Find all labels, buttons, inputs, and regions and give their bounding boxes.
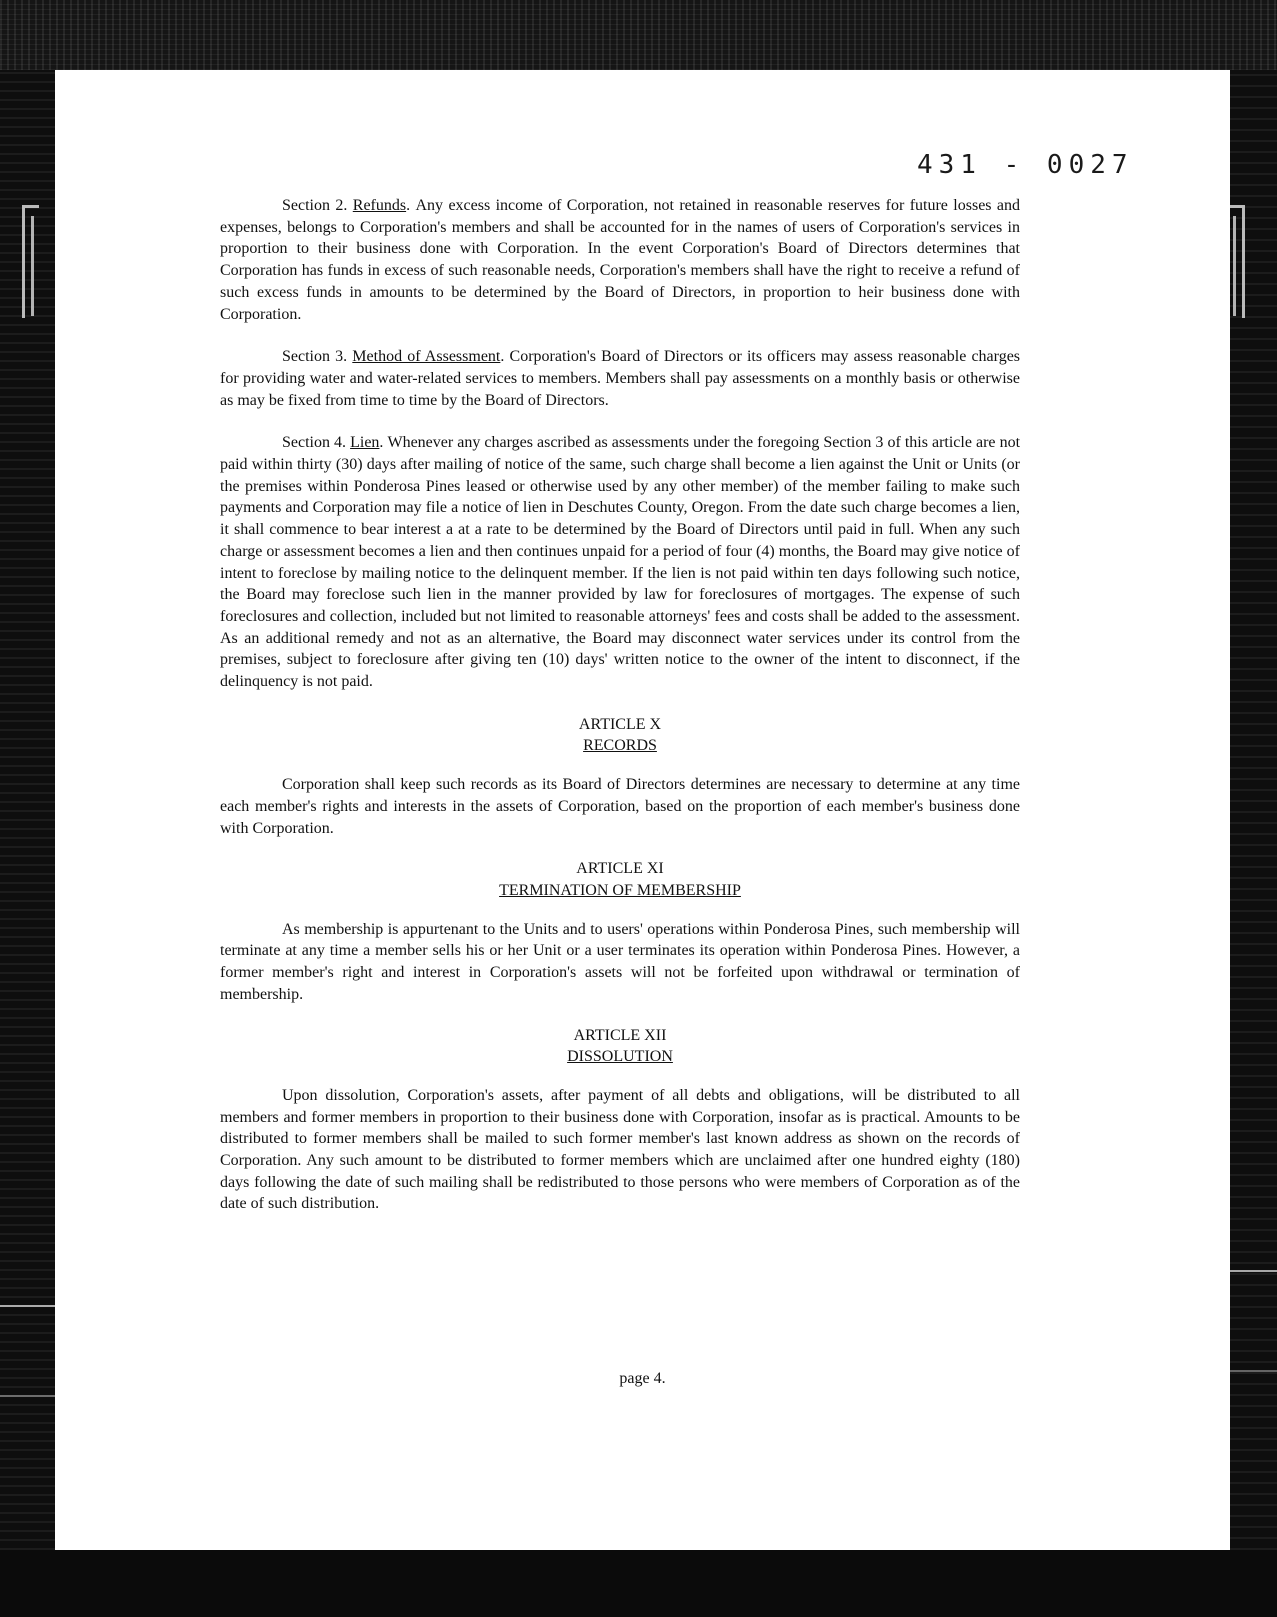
section-text: Whenever any charges ascribed as assessments under the foregoing Section 3 of this article are not paid within thirty (30) days after mailing of notice of the same, such charge shall become a lien against the Unit or Units (or the premises within Ponderosa Pines leased or otherwise used by any other member) of the member failing to make such payments and Corporation may file a notice of lien in Deschutes County, Oregon. From the date such charge becomes a lien, it shall commence to bear interest a at a rate to be determined by the Board of Directors until paid in full. When any such charge or assessment becomes a lien and then continues unpaid for a period of four (4) months, the Board may give notice of intent to foreclose by mailing notice to the delinquent member. If the lien is not paid within ten days following such notice, the Board may foreclose such lien in the manner provided by law for foreclosures of mortgages. The expense of such foreclosures and collection, included but not limited to reasonable attorneys' fees and costs shall be added to the assessment. As an additional remedy and not as an alternative, the Board may disconnect water services under its control from the premises, subject to foreclosure after giving ten (10) days' written notice to the owner of the intent to disconnect, if the delinquency is not paid.: [220, 434, 1021, 691]
article-heading: DISSOLUTION: [567, 1048, 673, 1066]
article-xi-header: [220, 858, 1020, 901]
article-x-header: [220, 714, 1020, 757]
section-4: Section 4. Lien. Whenever any charges ascribed as assessments under the foregoing Section 3 of this article are not paid within thirty (30) days after mailing of notice of the same, such charge shall become a lien against the Unit or Units (or the premises within Ponderosa Pines leased or otherwise used by any other member) of the member failing to make such payments and Corporation may file a notice of lien in Deschutes County, Oregon. From the date such charge becomes a lien, it shall commence to bear interest a at a rate to be determined by the Board of Directors until paid in full. When any such charge or assessment becomes a lien and then continues unpaid for a period of four (4) months, the Board may give notice of intent to foreclose by mailing notice to the delinquent member. If the lien is not paid within ten days following such notice, the Board may foreclose such lien in the manner provided by law for foreclosures of mortgages. The expense of such foreclosures and collection, included but not limited to reasonable attorneys' fees and costs shall be added to the assessment. As an additional remedy and not as an alternative, the Board may disconnect water services under its control from the premises, subject to foreclosure after giving ten (10) days' written notice to the owner of the intent to disconnect, if the delinquency is not paid.: [220, 434, 1021, 691]
article-label: ARTICLE XI: [576, 860, 664, 878]
section-2: Section 2. Refunds. Any excess income of Corporation, not retained in reasonable reserves for future losses and expenses, belongs to Corporation's members and shall be accounted for in the names of users of Corporation's services in proportion to their business done with Corporation. In the event Corporation's Board of Directors determines that Corporation has funds in excess of such reasonable needs, Corporation's members shall have the right to receive a refund of such excess funds in amounts to be determined by the Board of Directors, in proportion to heir business done with Corporation.: [220, 197, 1021, 323]
scan-artifact-line: [0, 1395, 55, 1397]
document-body: [220, 195, 1020, 1234]
scan-artifact-line: [1230, 1270, 1277, 1272]
article-xii-text: Upon dissolution, Corporation's assets, after payment of all debts and obligations, will be distributed to all members and former members in proportion to their business done with Corporation, insofar as is practical. Amounts to be distributed to former members shall be mailed to such former member's last known address as shown on the records of Corporation. Any such amount to be distributed to former members which are unclaimed after one hundred eighty (180) days following the date of such mailing shall be redistributed to those persons who were members of Corporation as of the date of such distribution.: [220, 1086, 1020, 1213]
scan-border-top: [0, 0, 1277, 70]
page-number: page 4.: [619, 1370, 666, 1387]
section-title: Method of Assessment: [352, 348, 501, 366]
article-heading: RECORDS: [583, 737, 657, 755]
section-number: Section 3.: [282, 348, 348, 366]
article-heading: TERMINATION OF MEMBERSHIP: [499, 881, 741, 899]
binder-clip-right: [1228, 205, 1245, 318]
section-number: Section 4.: [282, 434, 347, 452]
article-label: ARTICLE XII: [573, 1026, 667, 1044]
section-title: Lien: [350, 434, 380, 452]
article-xi-text: As membership is appurtenant to the Units and to users' operations within Ponderosa Pines, such membership will terminate at any time a member sells his or her Unit or a user terminates its operation within Ponderosa Pines. However, a former member's right and interest in Corporation's assets will not be forfeited upon withdrawal or termination of membership.: [220, 920, 1020, 1003]
document-number: 431 - 0027: [917, 150, 1134, 180]
binder-clip-left: [22, 205, 39, 318]
section-title: Refunds: [352, 197, 407, 214]
section-text: Corporation's Board of Directors or its officers may assess reasonable charges for providing water and water-related services to members. Members shall pay assessments on a monthly basis or otherwise as may be fixed from time to time by the Board of Directors.: [220, 348, 1021, 409]
article-xii-header: [220, 1025, 1020, 1068]
article-label: ARTICLE X: [578, 715, 662, 733]
scan-artifact-line: [0, 1305, 55, 1307]
section-3: Section 3. Method of Assessment. Corporation's Board of Directors or its officers may assess reasonable charges for providing water and water-related services to members. Members shall pay assessments on a monthly basis or otherwise as may be fixed from time to time by the Board of Directors.: [220, 348, 1021, 409]
article-x-text: Corporation shall keep such records as its Board of Directors determines are necessary to determine at any time each member's rights and interests in the assets of Corporation, based on the proportion of each member's business done with Corporation.: [220, 776, 1020, 837]
section-text: Any excess income of Corporation, not retained in reasonable reserves for future losses and expenses, belongs to Corporation's members and shall be accounted for in the names of users of Corporation's services in proportion to their business done with Corporation. In the event Corporation's Board of Directors determines that Corporation has funds in excess of such reasonable needs, Corporation's members shall have the right to receive a refund of such excess funds in amounts to be determined by the Board of Directors, in proportion to heir business done with Corporation.: [220, 197, 1021, 323]
section-number: Section 2.: [282, 197, 348, 214]
scan-artifact-line: [1230, 1370, 1277, 1372]
